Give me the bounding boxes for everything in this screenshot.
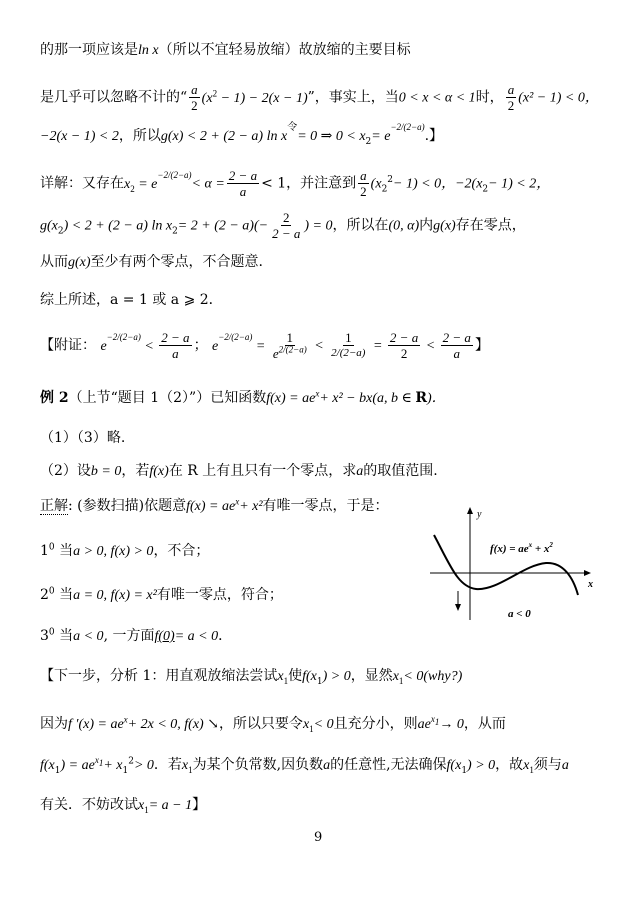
line-14: $2^0$ 当a = 0, f(x) = x²有唯一零点，符合； (40, 586, 283, 603)
asymptote-arrow (455, 604, 461, 611)
fraction: $\frac{1}{2/(2-a)}$ (331, 330, 366, 359)
text-span: ”，事实上，当 (307, 89, 399, 106)
line-7: 综上所述，a = 1 或 a ⩾ 2． (40, 292, 223, 308)
line-17: 因为f $'(x) = ae^x+ 2x < 0$, f(x) ↘，所以只要令$x_1< 0$且充分小，则$ae^{x_1}\to 0$，从而 (40, 714, 506, 734)
line-3: −2(x − 1) < 2，所以g(x) < 2 + (2 − a) $\ln x^令= 0$ ⇒ $0 < x_2= e^{-2/(2-a)}$.】 (40, 122, 444, 147)
math-span: = e (371, 129, 391, 144)
math-span: (x² − 1) < 0， (518, 90, 599, 106)
text-span: 的那一项应该是 (40, 42, 138, 58)
math-span: −2(x − 1) < 2 (40, 129, 119, 144)
y-axis-arrow (467, 507, 473, 514)
math-span: g(x) < 2 + (2 − a) ln x (160, 129, 288, 144)
function-graph (428, 505, 598, 623)
math-span: < α = (191, 176, 225, 192)
line-18: $f(x_1) = ae^{x_1}+ x_1^2> 0$．若$x_1$为某个负常数,因负数a的任意性,无法确保$f(x_1) > 0$，故$x_1$须与a (40, 755, 569, 776)
fraction: $\frac{a}{2}$ (507, 82, 515, 113)
fraction: $\frac{a}{2}$ (191, 82, 198, 113)
fraction: $\frac{2}{2 - a}$ (272, 210, 301, 241)
line-1 (40, 40, 411, 61)
page-number: 9 (314, 830, 323, 845)
line-12: 正解: (参数扫描)依题意$f(x) = ae^x+ x^2$有唯一零点，于是： (40, 496, 389, 514)
fraction: $\frac{1}{e^{2/(2-a)}}$ (272, 330, 307, 361)
fraction: $\frac{2 - a}{2}$ (389, 330, 419, 361)
text-span: .】 (424, 128, 444, 144)
line-10: （1）（3）略. (40, 430, 126, 446)
line-6: 从而g(x)至少有两个零点，不合题意. (40, 254, 263, 270)
x-axis-arrow (584, 570, 591, 576)
line-9: 例 2（上节“题目 1（2）”）已知函数$f(x) = ae^x+ x^2 - bx(a$, b ∈ R)． (40, 388, 446, 406)
text-span: （所以不宜轻易放缩）故放缩的主要目标 (158, 42, 411, 58)
line-16: 【下一步，分析 1：用直观放缩法尝试$x_1$使$f(x_1) > 0$，显然$x_1<$ 0(why?) (40, 668, 463, 687)
fraction: $\frac{2 - a}{a}$ (161, 330, 190, 361)
line-4: 详解：又存在$x_2 = e^{-2/(2-a)}< \alpha$ = $\frac{2 - a}{a}$ < 1，并注意到 $\frac{a}{2}$ $(x_2^2- 1) < 0$，$-2(x_2- 1) < 2$， (40, 168, 551, 199)
fraction: $\frac{2 - a}{a}$ (442, 330, 471, 361)
text-span: < 1，并注意到 (261, 175, 357, 192)
text-span: 时， (475, 89, 504, 106)
math-span: = 0 ⇒ 0 < x (297, 129, 366, 144)
fraction: $\frac{a}{2}$ (360, 168, 367, 199)
math-span: 0 < x < α < 1 (398, 90, 476, 106)
line-8: 【附证： $e^{-2/(2-a)}$ < $\frac{2 - a}{a}$ ； $e^{-2/(2-a)}$ = $\frac{1}{e^{2/(2-a)}}$ < $\frac{1}{2/(2-a)}$ = $\frac{2 - a}{2}$ < $\frac{2 - a}{a}$ 】 (40, 330, 489, 361)
line-5: $g(x_2) < 2 + (2 - a)$ $\ln x_2= 2 + (2 - a)(-$ $\frac{2}{2 - a}$ ) = 0，所以在(0, α)内g(x)存在零点， (40, 210, 526, 241)
line-13: $1^0$ 当a > 0, f(x) > 0，不合； (40, 542, 210, 559)
math-span: ln x (138, 43, 159, 58)
graph-function-label: $f(x) = ae^x + x^2$ (490, 541, 553, 555)
fraction: $\frac{2 - a}{a}$ (228, 168, 258, 199)
line-11: （2）设b = 0，若f(x)在 R 上有且只有一个零点，求a的取值范围. (40, 463, 438, 479)
text-span: ，所以 (118, 128, 161, 144)
y-axis-label: y (477, 509, 482, 520)
line-19: 有关．不妨改试$x_1= a - 1$】 (40, 797, 207, 815)
x-axis-label: x (588, 579, 593, 590)
text-span: 详解：又存在 (40, 175, 124, 192)
line-15: $3^0$ 当a < 0, 一方面f(0)= a < 0． (40, 627, 233, 644)
graph-condition-label: a < 0 (508, 608, 531, 620)
line-2: 是几乎可以忽略不计的“ $\frac{a}{2}$ $(x^2 - 1) - 2(x - 1)$”，事实上，当0 < x < α < 1时， $\frac{a}{2}$ (x² − 1) < 0， (40, 82, 599, 113)
text-span: 是几乎可以忽略不计的“ (40, 89, 188, 106)
text-span: 令 (287, 122, 298, 133)
